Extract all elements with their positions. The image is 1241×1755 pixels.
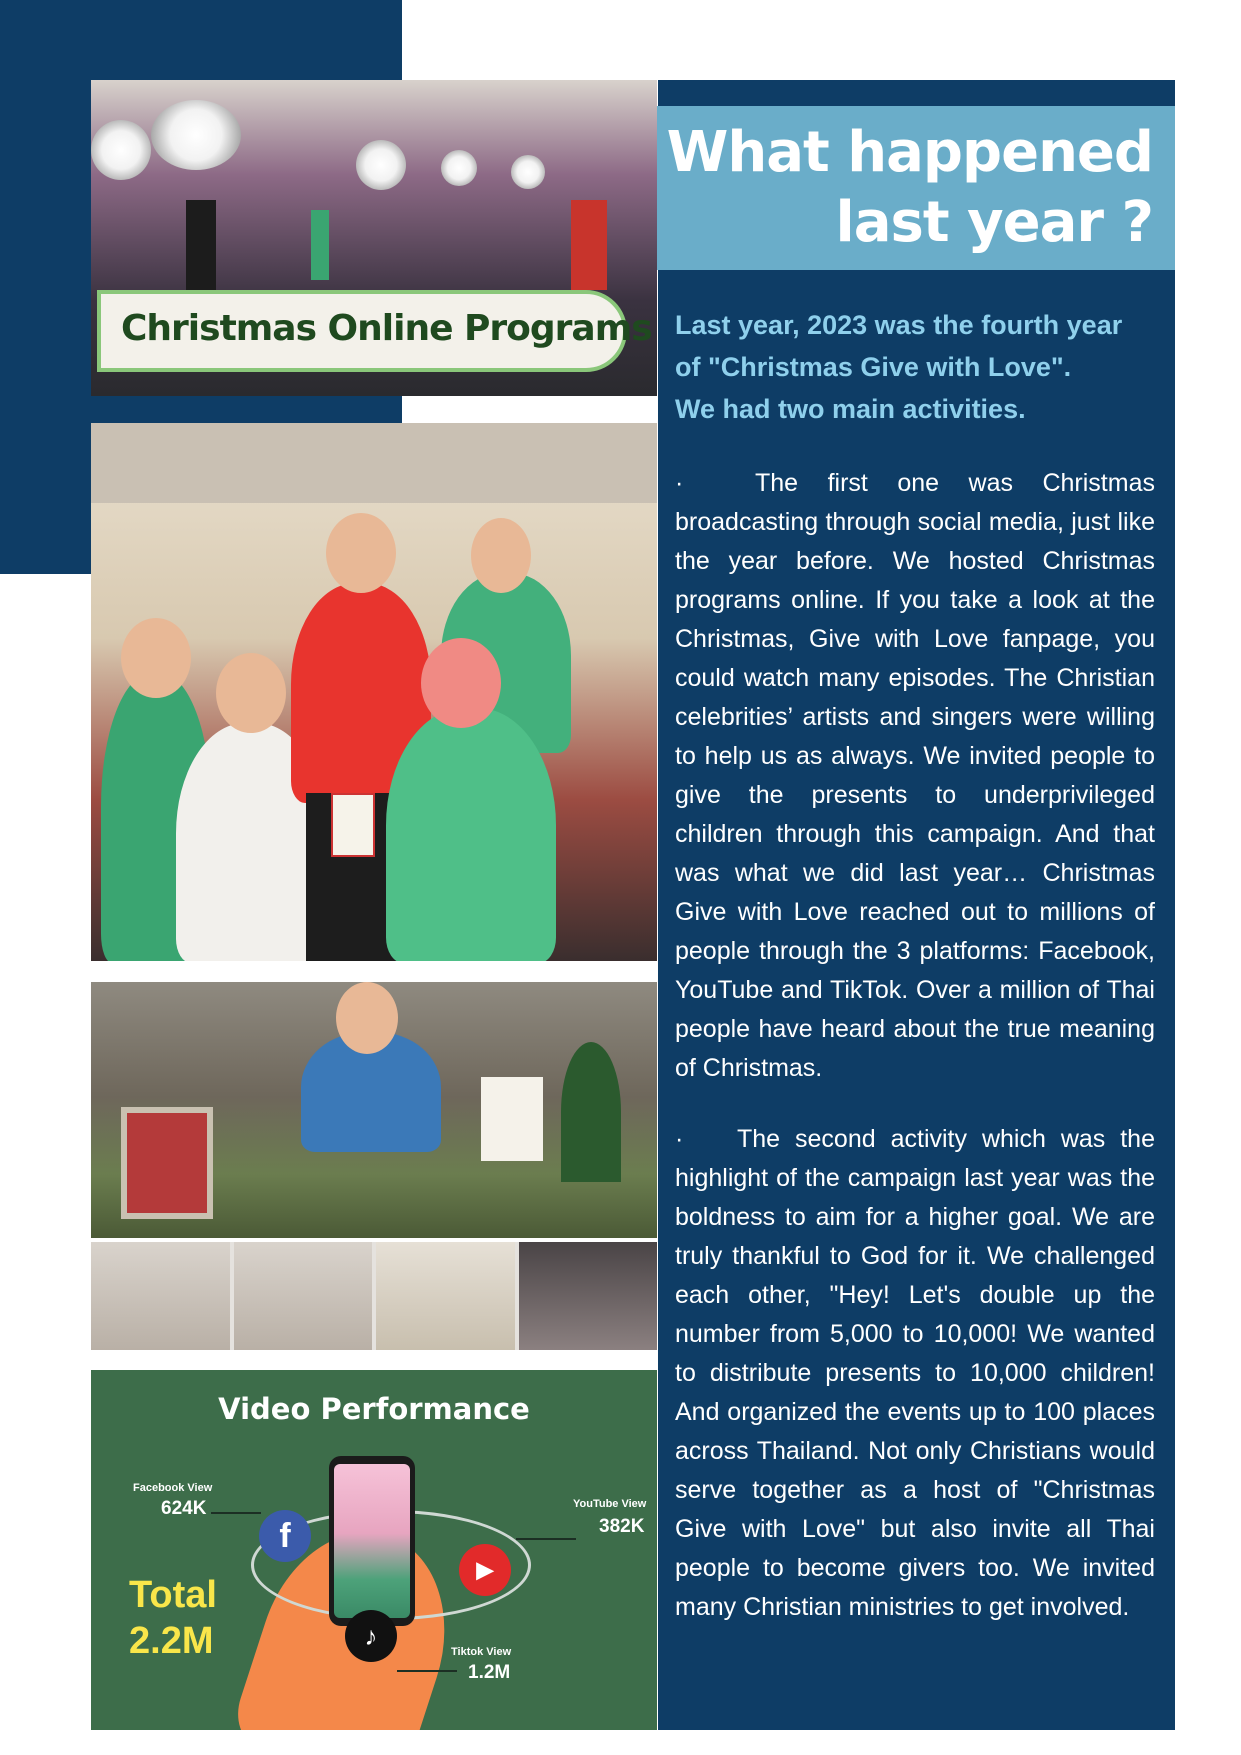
tree-decoration [561,1042,621,1182]
person-head [336,982,398,1054]
banner-text: Christmas Online Programs [121,308,652,349]
studio-light-icon [441,150,477,186]
tiktok-leader-line [397,1670,457,1672]
photo-strip-item [519,1242,658,1350]
page-title [667,118,1153,258]
paragraph-first-text: The first one was Christmas broadcasting through social media, just like the year before. We hosted Christmas programs online. If you take a look at the Christmas, Give with Love fanpage, you could watch many episodes. The Christian celebrities’ artists and singers were willing to help us as always. We invited people to give the presents to underprivileged children through this campaign. And that was what we did last year… Christmas Give with Love reached out to millions of people through the 3 platforms: Facebook, YouTube and TikTok. Over a million of Thai people have heard about the true meaning of Christmas. [675,469,1155,1082]
phone-screen [334,1464,410,1618]
intro-line-1: Last year, 2023 was the fourth year [675,310,1123,340]
intro-text [675,304,1155,430]
tiktok-icon: ♪ [345,1610,397,1662]
video-performance-title: Video Performance [218,1392,530,1426]
christmas-card [331,793,375,857]
camera-operator [571,200,607,290]
title-box [650,106,1175,270]
youtube-icon: ▶ [459,1544,511,1596]
facebook-leader-line [211,1512,261,1514]
person-green-shirt [386,708,556,961]
person-head [121,618,191,698]
camera-operator [186,200,216,290]
photo-strip-item [376,1242,515,1350]
bullet-marker: · [675,469,684,497]
person-head [421,638,501,728]
photo-craft-table [91,982,657,1238]
program-banner [97,290,652,372]
paragraph-second-activity [675,1120,1155,1627]
ceiling [91,423,657,503]
studio-light-icon [151,100,241,170]
photo-studio-broadcast [91,80,657,396]
facebook-view-label: Facebook View [133,1482,213,1494]
intro-line-2: of "Christmas Give with Love". [675,352,1072,382]
studio-light-icon [356,140,406,190]
studio-light-icon [91,120,151,180]
tiktok-view-label: Tiktok View [451,1646,512,1658]
bullet-marker: · [675,1125,684,1153]
total-label: Total [129,1574,217,1616]
photo-strip-item [234,1242,373,1350]
intro-line-3: We had two main activities. [675,394,1026,424]
paragraph-first-activity [675,464,1155,1088]
person-head [216,653,286,733]
person-head [326,513,396,593]
title-line-2: last year ? [835,190,1153,255]
tiktok-view-value: 1.2M [468,1662,511,1683]
craft-frame [121,1107,213,1219]
facebook-icon: f [259,1510,311,1562]
facebook-view-value: 624K [161,1498,207,1519]
paragraph-second-text: The second activity which was the highlight of the campaign last year was the boldness to aim for a higher goal. We are truly thankful to God for it. We challenged each other, "Hey! Let's double up the number from 5,000 to 10,000! We wanted to distribute presents to 10,000 children! And organized the events up to 100 places across Thailand. Not only Christians would serve together as a host of "Christmas Give with Love" but also invite all Thai people to become givers too. We invited many Christian ministries to get involved. [675,1125,1155,1621]
studio-light-icon [511,155,545,189]
youtube-leader-line [516,1538,576,1540]
youtube-view-value: 382K [599,1516,645,1537]
photo-strip-item [91,1242,230,1350]
title-line-1: What happened [666,120,1153,185]
photo-strip [91,1242,657,1350]
phone-illustration [329,1456,415,1626]
christmas-card [481,1077,543,1161]
total-value: 2.2M [129,1620,214,1662]
total-views [129,1572,217,1664]
performer [311,210,329,280]
person-head [471,518,531,593]
video-performance-card [91,1370,657,1730]
youtube-view-label: YouTube View [573,1498,647,1510]
photo-celebrity-group [91,423,657,961]
